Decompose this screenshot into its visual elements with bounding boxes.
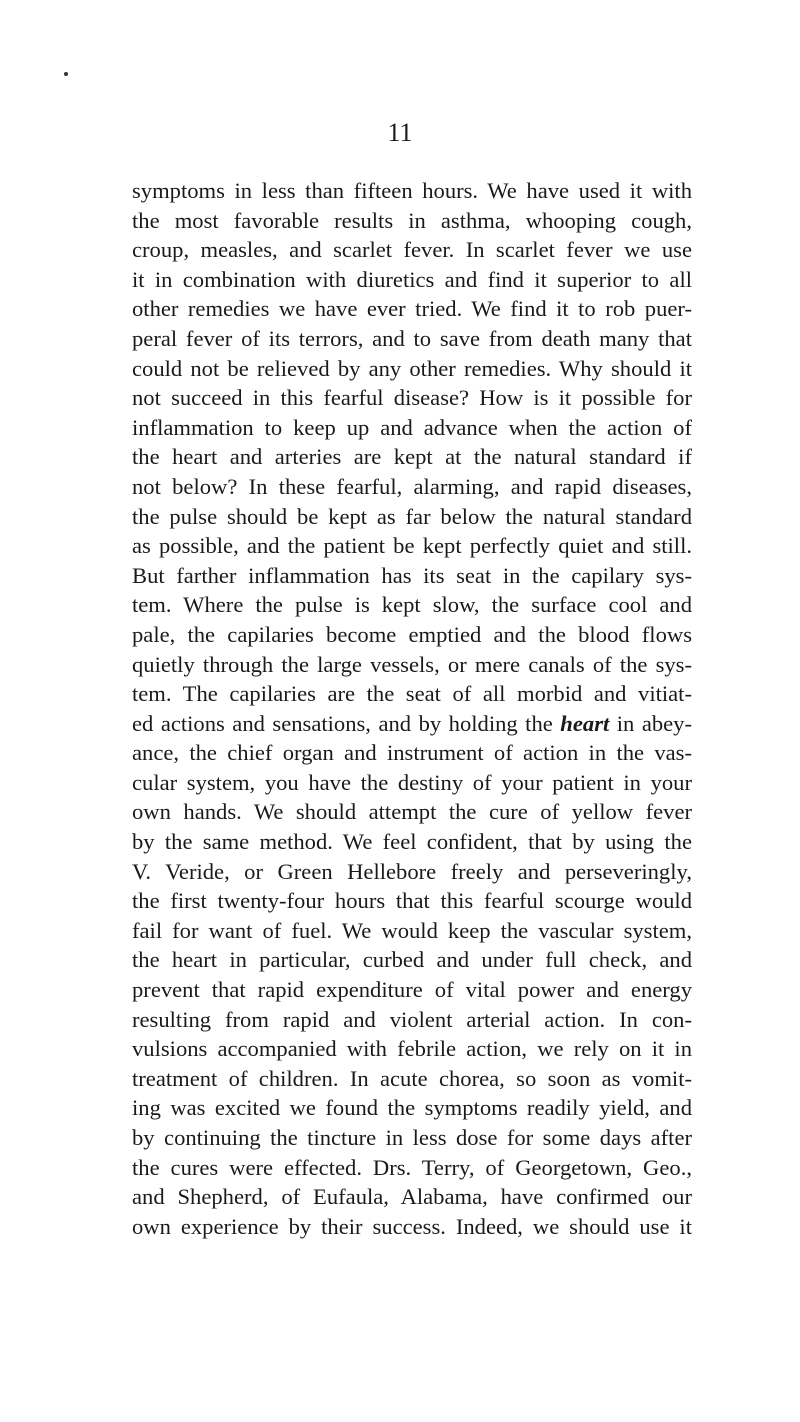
text-line: quietly through the large vessels, or mere canals of the sys- bbox=[132, 651, 692, 677]
text-line: as possible, and the patient be kept perfectly quiet and still. bbox=[132, 533, 692, 559]
text-line: and Shepherd, of Eufaula, Alabama, have confirmed our bbox=[132, 1184, 692, 1210]
text-line: the cures were effected. Drs. Terry, of Georgetown, Geo., bbox=[132, 1154, 692, 1180]
text-line: But farther inflammation has its seat in the capilary sys- bbox=[132, 562, 692, 588]
text-line: the first twenty-four hours that this fearful scourge would bbox=[132, 888, 692, 914]
text-line: could not be relieved by any other remedies. Why should it bbox=[132, 355, 692, 381]
body-text bbox=[132, 176, 692, 1241]
page-number: 11 bbox=[387, 118, 413, 147]
text-line: treatment of children. In acute chorea, so soon as vomit- bbox=[132, 1065, 692, 1091]
text-line: by the same method. We feel confident, that by using the bbox=[132, 829, 692, 855]
text-line: other remedies we have ever tried. We find it to rob puer- bbox=[132, 296, 692, 322]
italic-word: heart bbox=[560, 710, 610, 736]
text-line: croup, measles, and scarlet fever. In scarlet fever we use bbox=[132, 237, 692, 263]
text-line: vulsions accompanied with febrile action, we rely on it in bbox=[132, 1036, 692, 1062]
text-line: peral fever of its terrors, and to save from death many that bbox=[132, 325, 692, 351]
text-line: pale, the capilaries become emptied and the blood flows bbox=[132, 621, 692, 647]
text-line: the most favorable results in asthma, whooping cough, bbox=[132, 207, 692, 233]
text-line: ance, the chief organ and instrument of action in the vas- bbox=[132, 740, 692, 766]
text-line: not below? In these fearful, alarming, and rapid diseases, bbox=[132, 473, 692, 499]
text-line: cular system, you have the destiny of your patient in your bbox=[132, 769, 692, 795]
text-line: tem. Where the pulse is kept slow, the surface cool and bbox=[132, 592, 692, 618]
page-speck bbox=[64, 72, 68, 76]
text-line-head: ed actions and sensations, and by holding the bbox=[132, 710, 553, 736]
text-line-with-italic bbox=[132, 709, 692, 739]
text-line: the heart in particular, curbed and under full check, and bbox=[132, 947, 692, 973]
text-line: inflammation to keep up and advance when the action of bbox=[132, 414, 692, 440]
text-line: tem. The capilaries are the seat of all morbid and vitiat- bbox=[132, 681, 692, 707]
text-line: by continuing the tincture in less dose for some days after bbox=[132, 1125, 692, 1150]
text-line: it in combination with diuretics and find it superior to all bbox=[132, 266, 692, 292]
text-line: ing was excited we found the symptoms readily yield, and bbox=[132, 1095, 692, 1121]
text-line: own experience by their success. Indeed, we should use it bbox=[132, 1213, 692, 1239]
text-line: resulting from rapid and violent arterial action. In con- bbox=[132, 1006, 692, 1032]
text-line: fail for want of fuel. We would keep the vascular system, bbox=[132, 917, 692, 943]
text-line-tail: in abey- bbox=[609, 710, 693, 736]
text-line: own hands. We should attempt the cure of yellow fever bbox=[132, 799, 692, 825]
text-line: the pulse should be kept as far below the natural standard bbox=[132, 503, 692, 529]
text-line: not succeed in this fearful disease? How is it possible for bbox=[132, 385, 692, 411]
text-line: prevent that rapid expenditure of vital power and energy bbox=[132, 977, 692, 1003]
text-line: symptoms in less than fifteen hours. We have used it with bbox=[132, 178, 692, 203]
text-line: the heart and arteries are kept at the natural standard if bbox=[132, 444, 692, 470]
text-line: V. Veride, or Green Hellebore freely and perseveringly, bbox=[132, 858, 692, 884]
